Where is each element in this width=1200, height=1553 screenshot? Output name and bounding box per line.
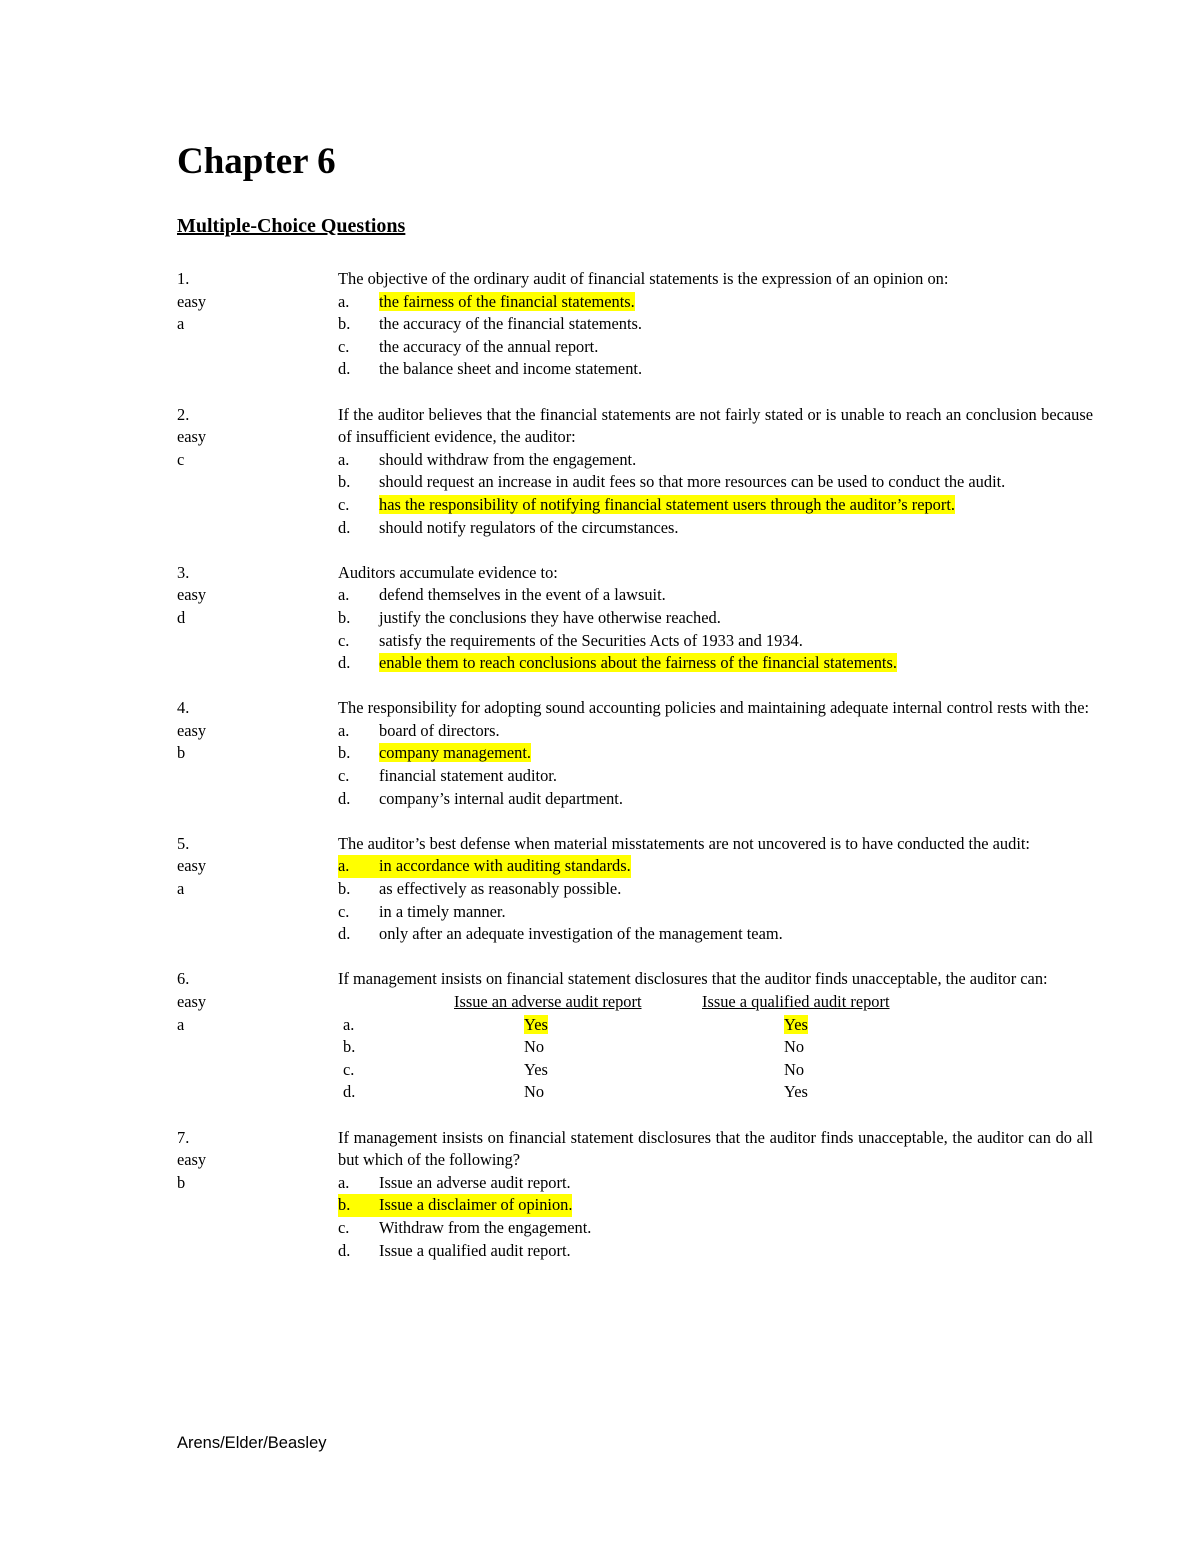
option-text: should withdraw from the engagement. <box>379 449 637 469</box>
option-text: should request an increase in audit fees so that more resources can be used to conduct the audit. <box>379 472 1006 492</box>
option-letter: c. <box>338 336 350 356</box>
option-letter: b. <box>338 607 351 627</box>
option-text-highlighted: has the responsibility of notifying financial statement users through the auditor’s report. <box>379 494 955 514</box>
option-a <box>338 291 1093 314</box>
option-b <box>338 878 1093 901</box>
option-letter: a. <box>338 720 350 740</box>
question-answer-key: a <box>177 1014 185 1034</box>
answer-table <box>333 991 1093 1104</box>
option-d <box>338 923 1093 946</box>
question-difficulty: easy <box>177 992 207 1011</box>
option-letter: a. <box>338 449 350 469</box>
option-d <box>338 1240 1093 1263</box>
option-text: Withdraw from the engagement. <box>379 1217 592 1237</box>
option-text: Issue a qualified audit report. <box>379 1240 571 1260</box>
option-a <box>338 1172 1093 1195</box>
option-text-highlighted: the fairness of the financial statements. <box>379 291 635 311</box>
question-difficulty: easy <box>177 1150 207 1170</box>
question-answer-key: b <box>177 743 186 763</box>
question-answer-key: a <box>177 314 185 334</box>
option-d <box>338 652 1093 675</box>
question-difficulty: easy <box>177 856 207 876</box>
table-header-adverse: Issue an adverse audit report <box>454 992 642 1011</box>
question-4 <box>177 697 1097 810</box>
question-meta <box>177 833 297 901</box>
question-meta <box>177 697 297 765</box>
question-number: 5. <box>177 833 190 853</box>
question-meta <box>177 1127 297 1195</box>
option-b <box>338 607 1093 630</box>
row-adverse-value: No <box>524 1082 545 1102</box>
option-c <box>338 765 1093 788</box>
option-b <box>338 742 1093 765</box>
option-letter: d. <box>338 517 351 537</box>
question-number: 2. <box>177 404 190 424</box>
option-letter: d. <box>338 1240 351 1260</box>
question-number: 7. <box>177 1127 190 1147</box>
option-letter: c. <box>338 494 350 514</box>
option-text: in a timely manner. <box>379 901 506 921</box>
question-stem: If management insists on financial statement disclosures that the auditor finds unacceptable, the auditor can do all but which of the following? <box>338 1127 1093 1170</box>
table-header-qualified: Issue a qualified audit report <box>702 992 890 1011</box>
option-c <box>338 336 1093 359</box>
row-qualified-value: No <box>784 1037 805 1057</box>
question-stem: The responsibility for adopting sound accounting policies and maintaining adequate internal control rests with the: <box>338 698 1090 718</box>
section-title: Multiple-Choice Questions <box>177 215 406 237</box>
option-b <box>338 1194 1093 1217</box>
option-c <box>338 630 1093 653</box>
row-qualified-value: Yes <box>784 1082 808 1102</box>
question-number: 4. <box>177 698 190 718</box>
page-footer: Arens/Elder/Beasley <box>177 1434 327 1452</box>
option-text: board of directors. <box>379 720 500 740</box>
option-letter: d. <box>338 653 351 673</box>
option-a <box>338 449 1093 472</box>
question-6 <box>177 968 1097 1104</box>
question-stem: If management insists on financial statement disclosures that the auditor finds unacceptable, the auditor can: <box>338 969 1048 989</box>
question-stem: The objective of the ordinary audit of financial statements is the expression of an opinion on: <box>338 269 949 288</box>
option-text-highlighted: enable them to reach conclusions about the fairness of the financial statements. <box>379 653 897 673</box>
row-letter: c. <box>343 1059 355 1079</box>
option-letter: b. <box>338 879 351 899</box>
row-letter: b. <box>343 1037 356 1057</box>
option-letter: d. <box>338 788 351 808</box>
option-text: financial statement auditor. <box>379 766 557 786</box>
option-letter: c. <box>338 630 350 650</box>
question-answer-key: c <box>177 449 185 469</box>
row-letter: a. <box>343 1014 355 1034</box>
question-difficulty: easy <box>177 720 207 740</box>
option-a <box>338 584 1093 607</box>
chapter-title: Chapter 6 <box>177 141 336 182</box>
question-answer-key: b <box>177 1172 186 1192</box>
question-3 <box>177 562 1097 675</box>
question-meta <box>177 968 297 1036</box>
row-qualified-value: Yes <box>784 1014 808 1034</box>
option-text: Issue an adverse audit report. <box>379 1172 571 1192</box>
option-letter: c. <box>338 1217 350 1237</box>
option-letter: a. <box>338 291 350 311</box>
option-d <box>338 517 1093 540</box>
question-difficulty: easy <box>177 427 207 447</box>
option-text: the accuracy of the financial statements. <box>379 314 643 334</box>
question-difficulty: easy <box>177 291 207 311</box>
row-adverse-value: Yes <box>524 1014 548 1034</box>
question-number: 1. <box>177 269 190 288</box>
option-letter: d. <box>338 359 351 379</box>
option-text: defend themselves in the event of a lawsuit. <box>379 585 666 605</box>
option-letter: b. <box>338 314 351 334</box>
option-letter: a. <box>338 856 350 876</box>
question-list <box>177 268 1097 1285</box>
option-letter: b. <box>338 743 351 763</box>
option-text: only after an adequate investigation of the management team. <box>379 924 783 944</box>
option-a <box>338 855 1093 878</box>
option-letter: c. <box>338 766 350 786</box>
row-letter: d. <box>343 1082 356 1102</box>
option-letter: b. <box>338 1195 351 1215</box>
option-c <box>338 1217 1093 1240</box>
option-text: satisfy the requirements of the Securities Acts of 1933 and 1934. <box>379 630 803 650</box>
option-b <box>338 471 1093 494</box>
option-letter: a. <box>338 1172 350 1192</box>
question-stem: If the auditor believes that the financial statements are not fairly stated or is unable to reach an conclusion because of insufficient evidence, the auditor: <box>338 404 1093 447</box>
question-7 <box>177 1127 1097 1263</box>
row-qualified-value: No <box>784 1059 805 1079</box>
option-text: the accuracy of the annual report. <box>379 336 599 356</box>
option-letter: c. <box>338 901 350 921</box>
question-meta <box>177 562 297 630</box>
option-d <box>338 358 1093 381</box>
option-a <box>338 720 1093 743</box>
option-c <box>338 901 1093 924</box>
question-5 <box>177 833 1097 946</box>
question-stem: The auditor’s best defense when material misstatements are not uncovered is to have conducted the audit: <box>338 833 1030 853</box>
option-letter: d. <box>338 924 351 944</box>
option-text: as effectively as reasonably possible. <box>379 879 622 899</box>
option-text: the balance sheet and income statement. <box>379 359 643 379</box>
option-d <box>338 788 1093 811</box>
option-text-highlighted: in accordance with auditing standards. <box>379 856 631 876</box>
question-answer-key: a <box>177 879 185 899</box>
question-number: 6. <box>177 969 190 989</box>
question-number: 3. <box>177 562 190 582</box>
question-meta <box>177 404 297 472</box>
option-text: should notify regulators of the circumstances. <box>379 517 679 537</box>
question-1 <box>177 268 1097 381</box>
option-letter: b. <box>338 472 351 492</box>
row-adverse-value: No <box>524 1037 545 1057</box>
question-2 <box>177 404 1097 540</box>
question-difficulty: easy <box>177 585 207 605</box>
question-meta <box>177 268 297 336</box>
option-text-highlighted: Issue a disclaimer of opinion. <box>379 1195 573 1215</box>
row-adverse-value: Yes <box>524 1059 548 1079</box>
option-text-highlighted: company management. <box>379 743 532 763</box>
option-letter: a. <box>338 585 350 605</box>
option-text: justify the conclusions they have otherwise reached. <box>379 607 721 627</box>
question-stem: Auditors accumulate evidence to: <box>338 562 558 582</box>
question-answer-key: d <box>177 607 186 627</box>
option-text: company’s internal audit department. <box>379 788 623 808</box>
option-b <box>338 313 1093 336</box>
option-c <box>338 494 1093 517</box>
